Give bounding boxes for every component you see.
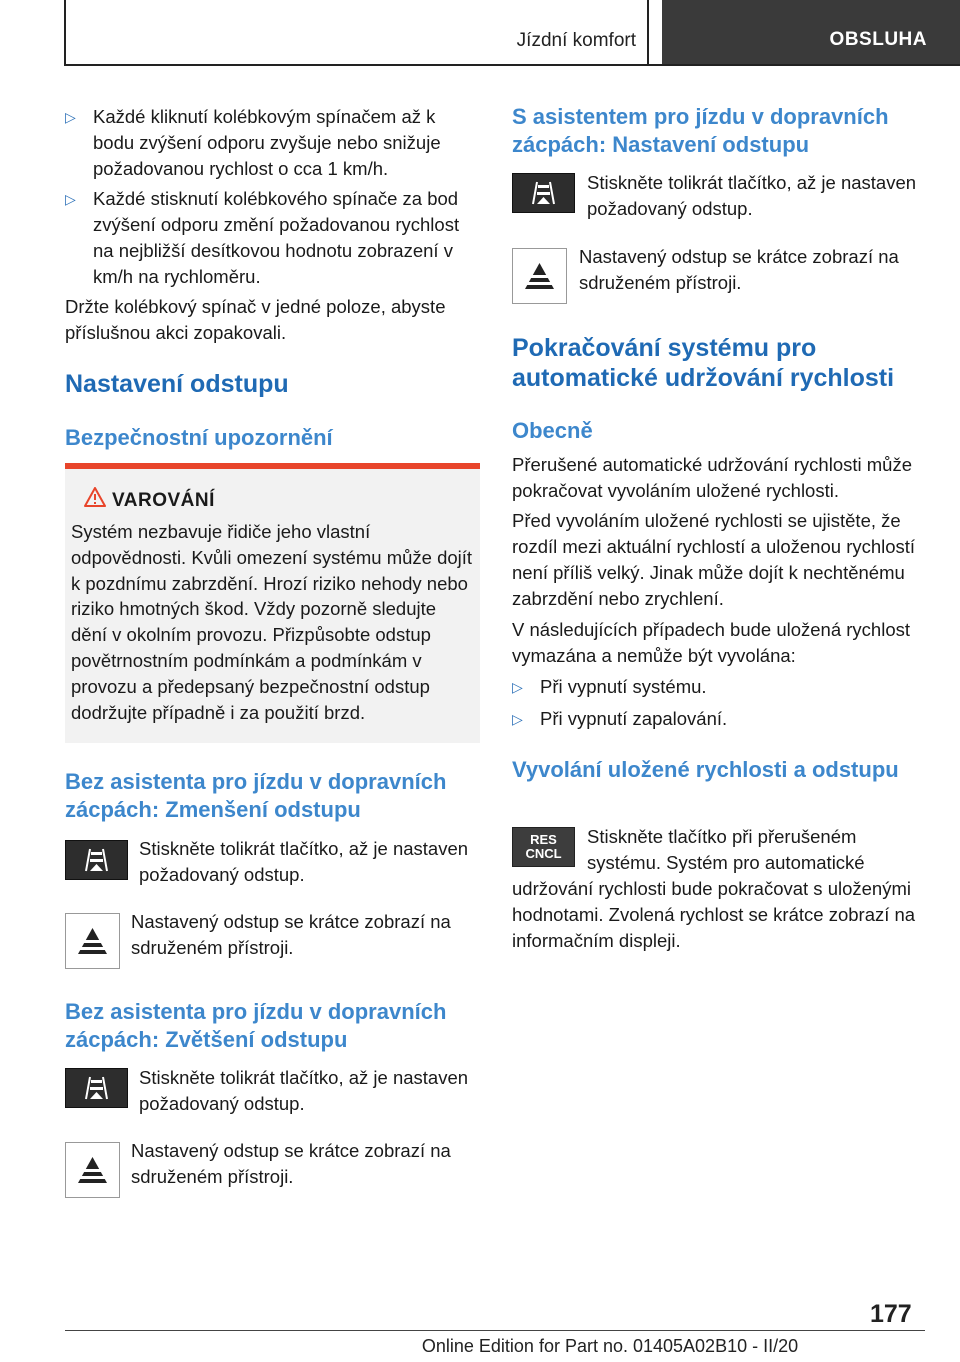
warning-triangle-icon bbox=[84, 487, 106, 507]
list-item-text: Každé kliknutí kolébkovým spínačem až k bodu zvýšení odporu zvyšuje nebo snižuje požadovanou rychlost o cca 1 km/h. bbox=[93, 106, 441, 179]
warning-bar bbox=[65, 463, 480, 469]
distance-display-icon bbox=[65, 1142, 120, 1198]
footer-edition: Online Edition for Part no. 01405A02B10 - II/20 bbox=[421, 1336, 799, 1356]
heading-zmenseni: Bez asistenta pro jízdu v dopravních zácpách: Zmenšení odstupu bbox=[65, 769, 447, 822]
paragraph: Stiskněte tolikrát tlačítko, až je nastaven požadovaný odstup. bbox=[587, 172, 917, 219]
paragraph: Stiskněte tolikrát tlačítko, až je nastaven požadovaný odstup. bbox=[139, 1067, 469, 1114]
paragraph: Stiskněte tlačítko při přerušeném systému. Systém pro automatické udržování rychlosti bude pokračovat s uloženými hodnotami. Zvolená rychlost se krátce zobrazí na informačním displeji. bbox=[512, 826, 916, 951]
paragraph: Přerušené automatické udržování rychlosti může pokračovat vyvoláním uložené rychlosti. bbox=[512, 454, 912, 501]
header-left-rule bbox=[64, 0, 66, 66]
heading-asistent: S asistentem pro jízdu v dopravních zácpách: Nastavení odstupu bbox=[512, 104, 889, 157]
distance-display-icon bbox=[512, 248, 567, 304]
list-item-text: Při vypnutí zapalování. bbox=[540, 708, 728, 729]
cncl-label: CNCL bbox=[525, 846, 562, 861]
header-rule bbox=[65, 64, 960, 66]
res-paragraph bbox=[512, 824, 932, 954]
distance-button-icon bbox=[65, 840, 128, 880]
distance-display-icon bbox=[65, 913, 120, 969]
warning-text: Systém nezbavuje řidiče jeho vlastní odpovědnosti. Kvůli omezení systému může dojít k pozdnímu zabrzdění. Hrozí riziko nehody nebo riziko hmotných škod. Vždy pozorně sledujte dění v okolním provozu. Přizpůsobte odstup povětrnostním podmínkám a podmínkám v provozu a předepsaný bezpečnostní odstup dodržujte případně i za použití brzd. bbox=[71, 521, 473, 723]
paragraph: Nastavený odstup se krátce zobrazí na sdruženém přístroji. bbox=[579, 246, 899, 293]
page-number: 177 bbox=[870, 1300, 912, 1328]
bullet-triangle-icon: ▷ bbox=[65, 109, 76, 125]
list-item bbox=[65, 104, 477, 182]
heading-zvetseni: Bez asistenta pro jízdu v dopravních zácpách: Zvětšení odstupu bbox=[65, 999, 447, 1052]
heading-obecne: Obecně bbox=[512, 418, 593, 443]
list-item-text: Každé stisknutí kolébkového spínače za bod zvýšení odporu změní požadovanou rychlost na nejbližší desítkovou hodnotu zobrazení v km/h na rychloměru. bbox=[93, 188, 460, 287]
footer-rule bbox=[65, 1330, 925, 1331]
paragraph: Nastavený odstup se krátce zobrazí na sdruženém přístroji. bbox=[131, 911, 451, 958]
header-chapter-tab[interactable]: OBSLUHA bbox=[662, 0, 960, 64]
bullet-triangle-icon: ▷ bbox=[512, 711, 523, 727]
list-item bbox=[512, 674, 932, 700]
heading-nastaveni: Nastavení odstupu bbox=[65, 370, 289, 398]
distance-button-icon bbox=[512, 173, 575, 213]
heading-bezpecnost: Bezpečnostní upozornění bbox=[65, 425, 333, 450]
list-item-text: Při vypnutí systému. bbox=[540, 676, 707, 697]
header-right-rule bbox=[647, 0, 649, 66]
bullet-triangle-icon: ▷ bbox=[65, 191, 76, 207]
paragraph: Nastavený odstup se krátce zobrazí na sdruženém přístroji. bbox=[131, 1140, 451, 1187]
heading-pokracovani: Pokračování systému pro automatické udržování rychlosti bbox=[512, 334, 895, 392]
heading-vyvolani: Vyvolání uložené rychlosti a odstupu bbox=[512, 757, 899, 782]
warning-box bbox=[65, 463, 480, 743]
paragraph: Držte kolébkový spínač v jedné poloze, abyste příslušnou akci zopakovali. bbox=[65, 296, 446, 343]
bullet-triangle-icon: ▷ bbox=[512, 679, 523, 695]
header-section-title: Jízdní komfort bbox=[516, 30, 636, 51]
res-label: RES bbox=[530, 832, 557, 847]
distance-button-icon bbox=[65, 1068, 128, 1108]
list-item bbox=[512, 706, 932, 732]
list-item bbox=[65, 186, 477, 290]
paragraph: Před vyvoláním uložené rychlosti se ujistěte, že rozdíl mezi aktuální rychlostí a uloženou rychlostí není příliš velký. Jinak může dojít k nechtěnému zabrzdění nebo zrychlení. bbox=[512, 510, 916, 609]
paragraph: V následujících případech bude uložená rychlost vymazána a nemůže být vyvolána: bbox=[512, 619, 911, 666]
paragraph: Stiskněte tolikrát tlačítko, až je nastaven požadovaný odstup. bbox=[139, 838, 469, 885]
warning-title: VAROVÁNÍ bbox=[112, 490, 215, 511]
